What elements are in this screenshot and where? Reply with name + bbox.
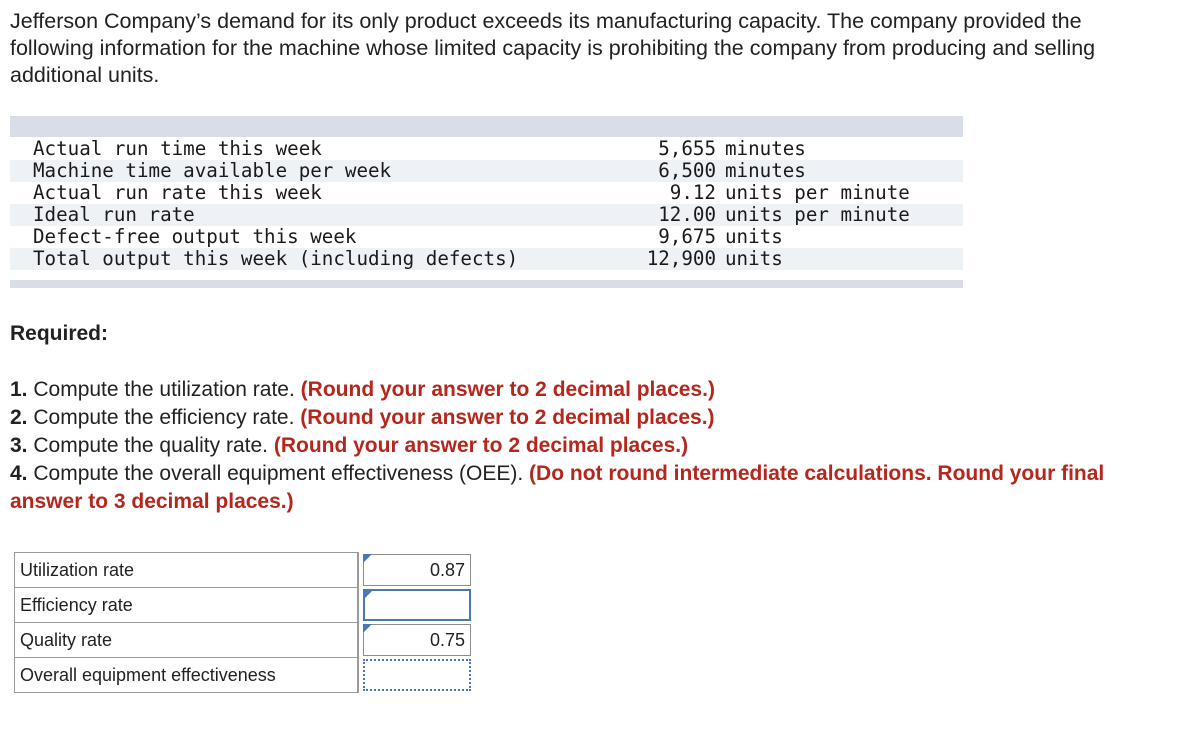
row-label: Ideal run rate <box>33 203 195 226</box>
row-label: Total output this week (including defects) <box>33 247 519 270</box>
row-unit: units <box>725 225 783 248</box>
row-value: 12.00 <box>658 203 716 226</box>
row-label: Actual run rate this week <box>33 181 322 204</box>
quality-rate-label: Quality rate <box>15 623 359 658</box>
row-unit: minutes <box>725 137 806 160</box>
answer-flag-icon <box>363 624 372 633</box>
row-value: 6,500 <box>658 159 716 182</box>
row-unit: minutes <box>725 159 806 182</box>
answer-table <box>14 552 474 693</box>
efficiency-rate-input[interactable] <box>363 589 471 621</box>
rounding-note: (Round your answer to 2 decimal places.) <box>300 406 715 429</box>
efficiency-rate-label: Efficiency rate <box>15 588 359 623</box>
oee-input[interactable] <box>363 659 471 691</box>
row-label: Actual run time this week <box>33 137 322 160</box>
table-row <box>15 553 474 588</box>
answer-flag-icon <box>364 590 373 599</box>
table-row <box>10 204 963 226</box>
table-footer-band <box>10 280 963 288</box>
row-label: Machine time available per week <box>33 159 392 182</box>
question-number: 2. <box>10 406 28 429</box>
rounding-note: (Do not round intermediate calculations. Round your final answer to 3 decimal places.) <box>10 462 1105 513</box>
table-row <box>10 138 963 160</box>
question-text: Compute the efficiency rate. <box>27 406 301 429</box>
row-value: 5,655 <box>658 137 716 160</box>
row-unit: units per minute <box>725 181 910 204</box>
problem-intro: Jefferson Company’s demand for its only product exceeds its manufacturing capacity. The company provided the following information for the machine whose limited capacity is prohibiting the company from producing and selling additional units. <box>10 9 1096 87</box>
row-unit: units per minute <box>725 203 910 226</box>
question-item <box>10 460 1130 516</box>
question-text: Compute the utilization rate. <box>27 378 301 401</box>
table-row <box>10 160 963 182</box>
table-row <box>10 248 963 270</box>
row-value: 9.12 <box>669 181 716 204</box>
question-item <box>10 376 1130 404</box>
question-text: Compute the quality rate. <box>27 434 274 457</box>
quality-rate-value: 0.75 <box>429 629 465 650</box>
question-item <box>10 432 1130 460</box>
rounding-note: (Round your answer to 2 decimal places.) <box>273 434 689 457</box>
row-label: Defect-free output this week <box>33 225 357 248</box>
rounding-note: (Round your answer to 2 decimal places.) <box>300 378 715 401</box>
data-table <box>10 116 963 288</box>
question-item <box>10 404 1130 432</box>
question-number: 3. <box>10 434 28 457</box>
question-number: 4. <box>10 462 28 485</box>
question-number: 1. <box>10 378 28 401</box>
table-row <box>15 658 474 693</box>
oee-label: Overall equipment effectiveness <box>15 658 359 693</box>
table-row <box>10 182 963 204</box>
question-list <box>10 376 1130 516</box>
row-value: 9,675 <box>658 225 716 248</box>
utilization-rate-value: 0.87 <box>429 559 465 580</box>
question-text: Compute the overall equipment effectiveness (OEE). <box>27 462 530 485</box>
table-row <box>15 588 474 623</box>
row-value: 12,900 <box>646 247 716 270</box>
utilization-rate-input[interactable] <box>363 554 471 586</box>
table-row <box>10 226 963 248</box>
row-unit: units <box>725 247 783 270</box>
table-header-band <box>10 116 963 137</box>
quality-rate-input[interactable] <box>363 624 471 656</box>
utilization-rate-label: Utilization rate <box>15 553 359 588</box>
required-heading: Required: <box>10 322 109 345</box>
answer-flag-icon <box>363 554 372 563</box>
table-row <box>15 623 474 658</box>
